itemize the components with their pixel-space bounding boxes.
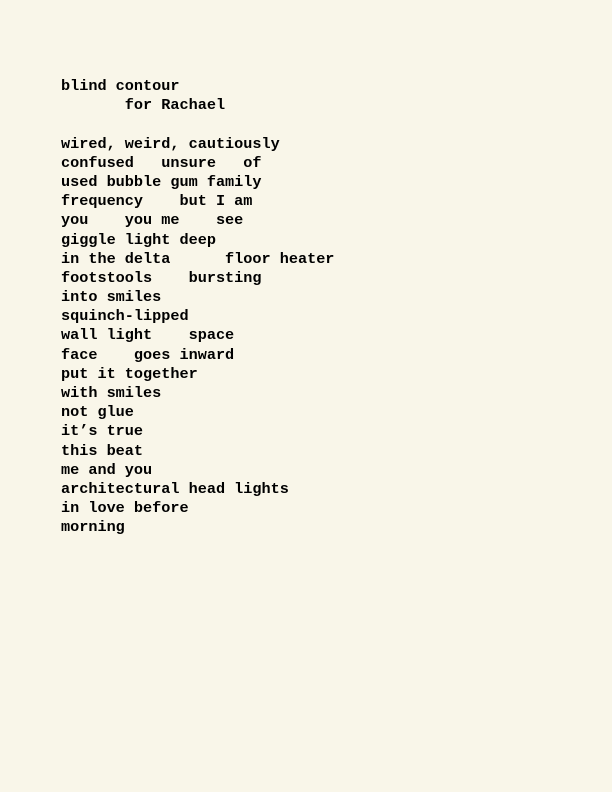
poem-dedication: for Rachael <box>61 96 226 115</box>
poem-line: used bubble gum family <box>61 172 262 191</box>
poem-line: squinch-lipped <box>61 307 189 326</box>
poem-line: with smiles <box>61 384 162 402</box>
poem-line: it’s true <box>61 422 144 441</box>
poem-line: put it together <box>61 364 198 383</box>
poem-title: blind contour <box>61 77 180 95</box>
poem-line: wall light space <box>61 326 235 345</box>
poem-line: not glue <box>61 403 134 422</box>
poem-line: confused unsure of <box>61 153 262 172</box>
poem-line: footstools bursting <box>61 268 262 287</box>
poem-line: morning <box>61 518 125 537</box>
poem-line: in the delta floor heater <box>61 249 335 268</box>
poem-line: wired, weird, cautiously <box>61 134 280 153</box>
poem-line: architectural head lights <box>61 479 289 498</box>
poem-line: this beat <box>61 441 144 460</box>
poem-line: into smiles <box>61 288 162 307</box>
poem-line: giggle light deep <box>61 230 216 249</box>
poem-line: face goes inward <box>61 345 235 364</box>
poem-line: in love before <box>61 499 189 518</box>
poem-body <box>61 135 581 538</box>
poem-page <box>61 77 581 538</box>
stanza-break <box>61 115 581 134</box>
poem-line: me and you <box>61 460 153 479</box>
poem-line: frequency but I am <box>61 192 253 211</box>
poem-line: you you me see <box>61 211 244 230</box>
